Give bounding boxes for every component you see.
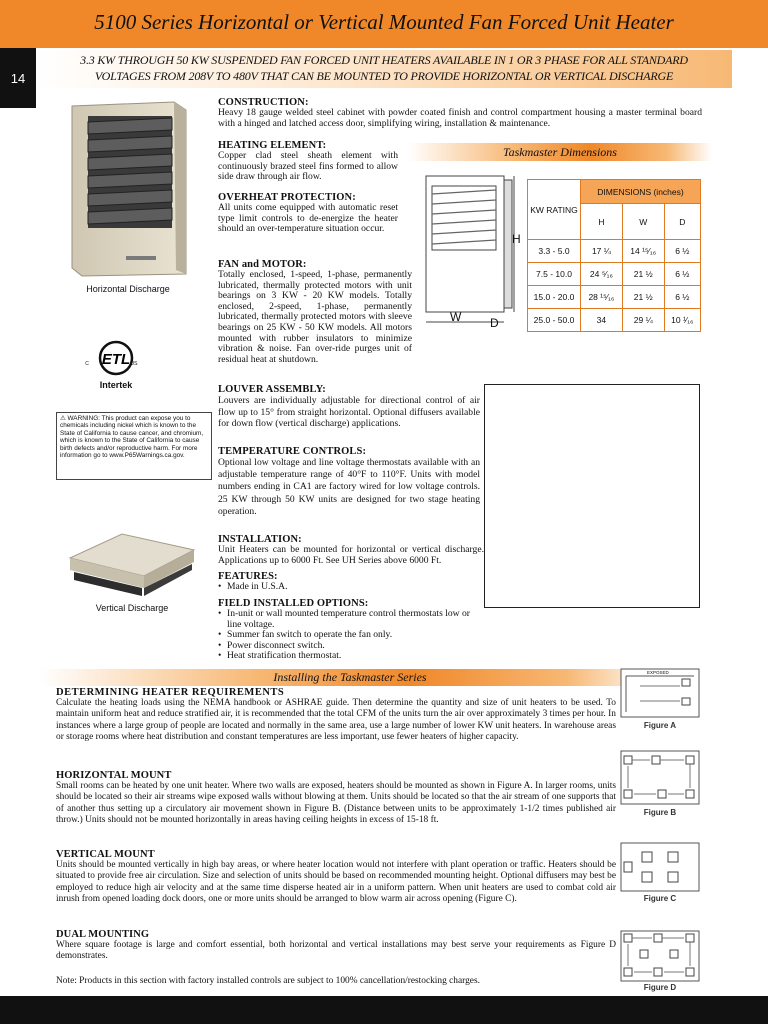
louver-text: Louvers are individually adjustable for directional control of air flow up to 15° from straight horizontal. Optional diffusers available for down flow (vertical discharge) applications. (218, 395, 480, 429)
overheat-heading: OVERHEAT PROTECTION: (218, 192, 356, 203)
table-row (528, 263, 701, 286)
prop65-warning-box (56, 412, 212, 480)
figure-b-diagram (620, 750, 700, 805)
horizontal-discharge-caption: Horizontal Discharge (86, 284, 170, 294)
table-cell: 21 ½ (622, 286, 664, 309)
col-d-header: D (664, 204, 700, 240)
note-text: Note: Products in this section with factory installed controls are subject to 100% cancellation/restocking charges. (56, 976, 480, 986)
figure-c-diagram (620, 842, 700, 892)
table-row (528, 309, 701, 332)
dual-mounting-section (56, 929, 616, 963)
louver-heading: LOUVER ASSEMBLY: (218, 384, 326, 395)
determining-heading: DETERMINING HEATER REQUIREMENTS (56, 687, 285, 698)
dimensions-title: Taskmaster Dimensions (408, 143, 712, 161)
figure-a-diagram (620, 668, 700, 718)
overheat-section (218, 192, 398, 235)
features-heading: FEATURES: (218, 571, 278, 582)
table-cell: 28 ¹⁵⁄₁₆ (581, 286, 623, 309)
horizontal-mount-text: Small rooms can be heated by one unit heater. Where two walls are exposed, heaters should be mounted as shown in Figure A. In larger rooms, units should be located so their air streams wipe exposed walls without blowing at them. Units should be located so that the air stream of one supports that of another thus setting up a circulatory air movement shown in Figure B. (Distance between units to be approximately 1-1/2 times published air throw.) Units should not be mounted horizontally in areas having ceiling heights in excess of 15-18 ft. (56, 781, 616, 826)
empty-content-box (484, 384, 700, 608)
installing-title: Installing the Taskmaster Series (40, 669, 660, 686)
cert-c-mark: C (85, 361, 89, 367)
figure-b-caption: Figure B (643, 808, 677, 817)
subtitle-line-2: VOLTAGES FROM 208V TO 480V THAT CAN BE MOUNTED TO PROVIDE HORIZONTAL OR VERTICAL DISCHARGE (94, 69, 674, 83)
list-item: • Summer fan switch to operate the fan only. (218, 630, 472, 641)
louver-section (218, 384, 480, 430)
table-cell: 17 ¼ (581, 240, 623, 263)
construction-section (218, 97, 702, 129)
warning-icon: ⚠ (60, 415, 66, 422)
temperature-heading: TEMPERATURE CONTROLS: (218, 446, 367, 457)
horizontal-mount-section (56, 770, 616, 827)
determining-section (56, 687, 616, 744)
depth-label: D (490, 316, 499, 330)
list-item: • Power disconnect switch. (218, 641, 472, 652)
table-cell: 24 ⁵⁄₁₆ (581, 263, 623, 286)
height-label: H (512, 232, 521, 246)
table-row (528, 286, 701, 309)
warning-text: WARNING: This product can expose you to chemicals including nickel which is known to the State of California to cause cancer, and chromium, which is known to the State of California to cause birth defects and/or reproductive harm. For more information go to www.P65Warnings.ca.gov. (60, 415, 204, 460)
figure-d-diagram (620, 930, 700, 982)
col-w-header: W (622, 204, 664, 240)
table-cell: 3.3 - 5.0 (528, 240, 581, 263)
footer-bar (0, 996, 768, 1024)
table-cell: 25.0 - 50.0 (528, 309, 581, 332)
horizontal-mount-heading: HORIZONTAL MOUNT (56, 770, 172, 781)
col-h-header: H (581, 204, 623, 240)
page-subtitle (40, 52, 728, 84)
figure-c-caption: Figure C (643, 894, 677, 903)
overheat-text: All units come equipped with automatic reset type limit controls to de-energize the heater should an over-temperature situation occur. (218, 202, 398, 235)
dual-mounting-text: Where square footage is large and comfort essential, both horizontal and vertical installations may best serve your requirements as Figure D demonstrates. (56, 940, 616, 962)
dual-mounting-heading: DUAL MOUNTING (56, 929, 150, 940)
temperature-section (218, 446, 480, 518)
page-title: 5100 Series Horizontal or Vertical Mounted Fan Forced Unit Heater (94, 10, 674, 34)
table-cell: 14 ¹⁵⁄₁₆ (622, 240, 664, 263)
installation-heading: INSTALLATION: (218, 534, 302, 545)
heating-element-text: Copper clad steel sheath element with continuously brazed steel fins formed to allow side draw through air flow. (218, 150, 398, 183)
list-item: • Heat stratification thermostat. (218, 651, 472, 662)
table-cell: 34 (581, 309, 623, 332)
construction-heading: CONSTRUCTION: (218, 97, 309, 108)
figure-d-caption: Figure D (643, 983, 677, 992)
options-heading: FIELD INSTALLED OPTIONS: (218, 598, 369, 609)
table-cell: 6 ½ (664, 286, 700, 309)
page-number: 14 (0, 48, 36, 108)
vertical-heater-image (62, 528, 202, 600)
exposed-label: EXPOSED (647, 670, 669, 675)
table-cell: 21 ½ (622, 263, 664, 286)
figure-a-caption: Figure A (643, 721, 677, 730)
fan-motor-heading: FAN and MOTOR: (218, 259, 307, 270)
subtitle-line-1: 3.3 KW THROUGH 50 KW SUSPENDED FAN FORCED UNIT HEATERS AVAILABLE IN 1 OR 3 PHASE FOR ALL STANDARD (80, 53, 688, 67)
options-section (218, 598, 472, 662)
temperature-text: Optional low voltage and line voltage thermostats available with an adjustable temperature range of 40°F to 110°F. Units with model numbers ending in CA1 are factory wired for low voltage controls. 25 KW through 50 KW units are designed for two stage heating operation. (218, 457, 480, 517)
table-row (528, 240, 701, 263)
dimensions-header: DIMENSIONS (inches) (581, 180, 701, 204)
fan-motor-section (218, 259, 412, 365)
vertical-discharge-caption: Vertical Discharge (95, 603, 169, 613)
vertical-mount-heading: VERTICAL MOUNT (56, 849, 155, 860)
table-cell: 6 ½ (664, 240, 700, 263)
list-item: • Made in U.S.A. (218, 582, 484, 593)
dimensions-table (527, 179, 701, 332)
horizontal-heater-image (66, 98, 190, 278)
svg-text:ETL: ETL (101, 351, 131, 368)
installation-text: Unit Heaters can be mounted for horizontal or vertical discharge. Applications up to 6000 Ft. See UH Series above 6000 Ft. (218, 544, 484, 566)
heating-element-heading: HEATING ELEMENT: (218, 140, 327, 151)
table-cell: 7.5 - 10.0 (528, 263, 581, 286)
features-list (218, 582, 484, 593)
vertical-mount-text: Units should be mounted vertically in high bay areas, or where heater location would not interfere with plant operation or traffic. Heaters should be situated to provide free air circulation. Size and selection of units should be based on recommended mounting height. Optional diffusers may best be employed to reduce high air velocity and at the same time disperse heated air in a uniform pattern. When unit heaters are used to combat cold air inrush from opened loading dock doors, one or more units should be arranged to blow warm air across opening (Figure C). (56, 860, 616, 905)
intertek-label: Intertek (99, 380, 133, 390)
table-cell: 15.0 - 20.0 (528, 286, 581, 309)
heating-element-section (218, 140, 398, 183)
options-list (218, 609, 472, 662)
cert-us-mark: US (130, 361, 138, 367)
features-section (218, 571, 484, 593)
determining-text: Calculate the heating loads using the NEMA handbook or ASHRAE guide. Then determine the quantity and size of unit heaters to be used. To maintain uniform heat and reduce stratified air, it is recommended that the total CFM of the units turn the air over approximately 3 times per hour. In instances where a large group of people are located and normally in the same area, use a large number of lower KW unit heaters. In warehouse areas or storage rooms where heat distribution and constant temperatures are less important, use fewer heaters of higher capacity. (56, 698, 616, 743)
vertical-mount-section (56, 849, 616, 906)
kw-rating-header: KW RATING (528, 180, 581, 240)
list-item: • In-unit or wall mounted temperature control thermostats low or line voltage. (218, 609, 472, 630)
table-cell: 10 ¹⁄₁₆ (664, 309, 700, 332)
construction-text: Heavy 18 gauge welded steel cabinet with powder coated finish and control compartment housing a master terminal board with a hinged and latched access door, simplifying wiring, installation & maintenance. (218, 107, 702, 129)
installation-section (218, 534, 484, 566)
table-cell: 29 ¼ (622, 309, 664, 332)
fan-motor-text: Totally enclosed, 1-speed, 1-phase, permanently lubricated, thermally protected motors with unit bearings on 3 KW - 20 KW models. Totally enclosed, 2-speed, 1-phase, permanently lubricated, thermally protected motors with sleeve bearings on 25 KW - 50 KW models. All motors mounted with rubber insulators to minimize vibration & noise. Fan over-ride purges unit of residual heat at shutdown. (218, 269, 412, 365)
dimension-drawing (418, 172, 518, 332)
table-cell: 6 ½ (664, 263, 700, 286)
width-label: W (450, 310, 462, 324)
